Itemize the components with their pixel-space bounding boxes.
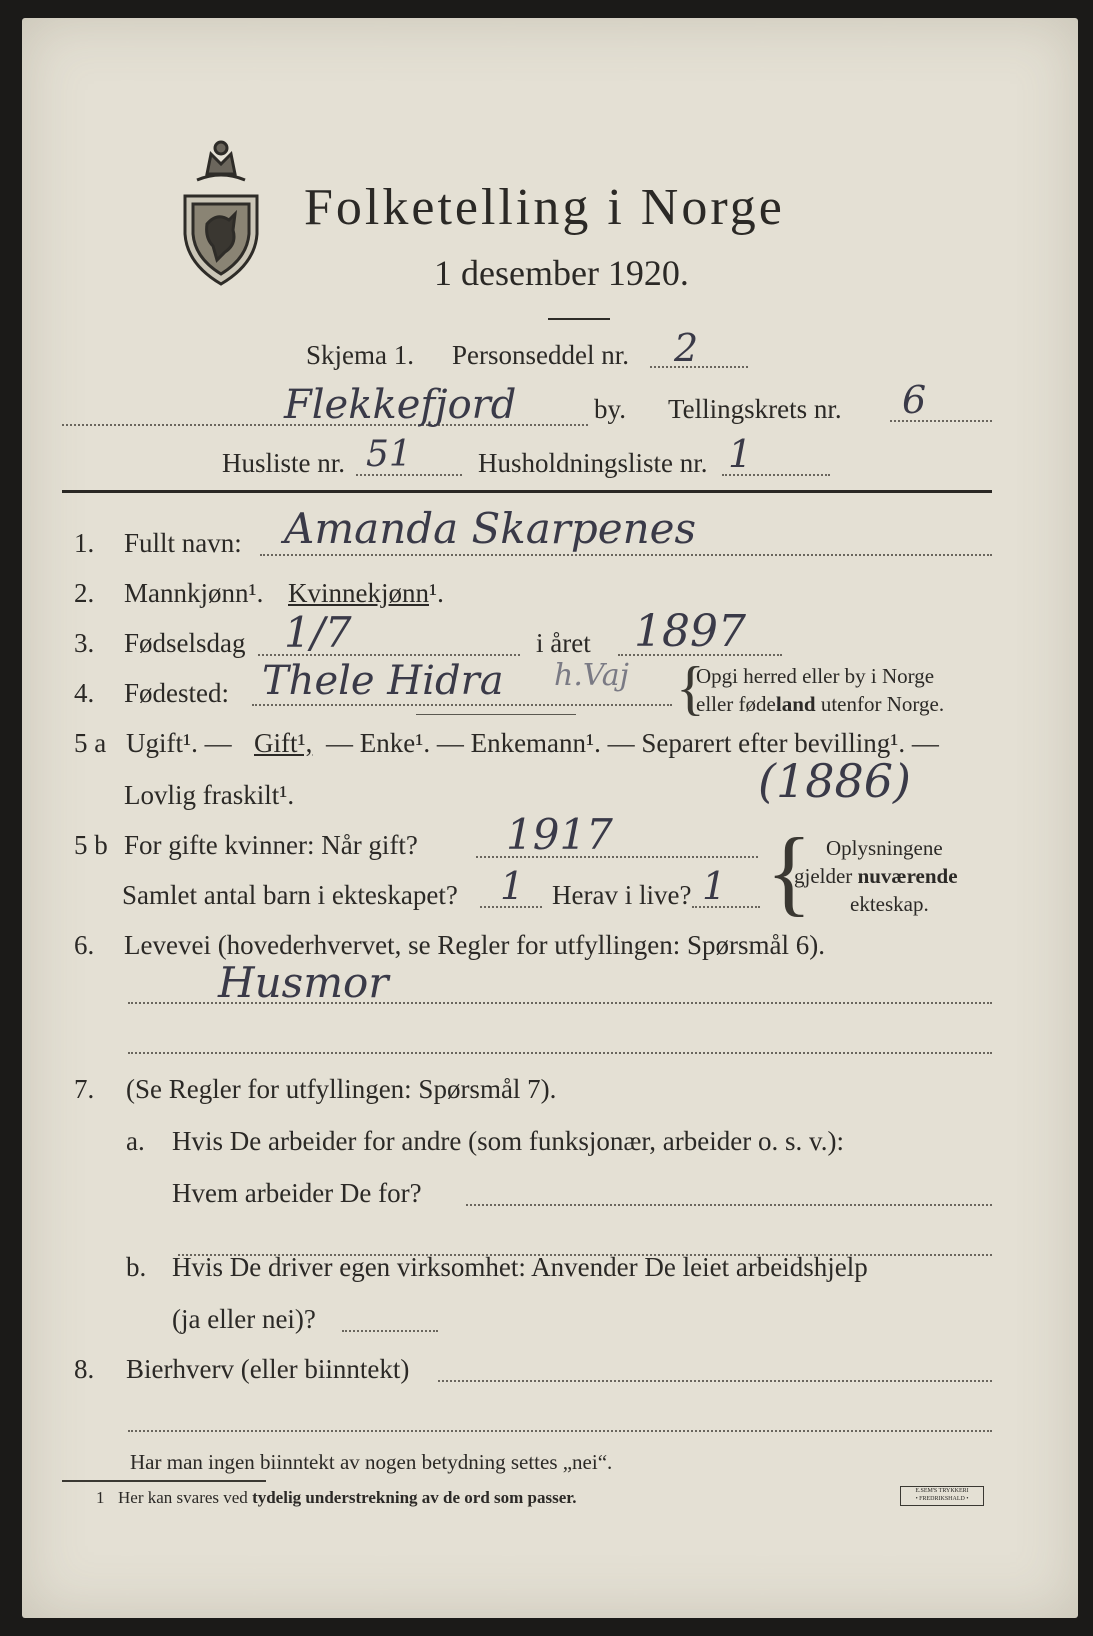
q3-day-value: 1/7 [284,608,352,657]
by-label: by. [594,394,626,424]
q7a-answer-line1 [466,1204,992,1206]
tellingskrets-value: 6 [902,378,927,422]
q4-note-line1: Opgi herred eller by i Norge [696,664,935,688]
husholdning-value: 1 [728,432,753,476]
city-value: Flekkefjord [284,382,517,428]
q7b-answer-line [342,1330,438,1332]
personseddel-label: Personseddel nr. [452,340,629,370]
skjema-label: Skjema 1. [306,340,414,370]
printer-line2: • FREDRIKSHALD • [915,1496,969,1502]
q7a-letter: a. [126,1126,145,1156]
q8-answer-line2 [128,1430,992,1432]
husliste-label: Husliste nr. [222,448,346,478]
q4-extra: h.Vaj [554,658,629,693]
q1-line [260,554,992,556]
q7b-line2: (ja eller nei)? [172,1304,316,1334]
q1-label: Fullt navn: [124,528,242,558]
footnote-text-a: Her kan svares ved [118,1488,253,1507]
title-rule [548,318,610,320]
q7-number: 7. [74,1074,95,1104]
q5a-annotation: (1886) [758,754,911,808]
q5a-line2: Lovlig fraskilt¹. [124,780,295,810]
tellingskrets-label: Tellingskrets nr. [668,394,842,424]
q6-value: Husmor [218,958,389,1007]
form-title: Folketelling i Norge [304,179,785,236]
personseddel-line [650,366,748,368]
q4-brace: { [676,655,705,721]
q5b-note2-a: gjelder [794,864,858,888]
q7b-line1: Hvis De driver egen virksomhet: Anvender De leiet arbeidshjelp [172,1252,868,1282]
q5b-barn-label: Samlet antal barn i ekteskapet? [122,880,458,910]
printer-line1: E.SEM'S TRYKKERI [915,1488,969,1494]
q1-number: 1. [74,528,95,558]
q5a-ugift: Ugift¹. — [126,728,232,758]
q1-value: Amanda Skarpenes [284,504,697,553]
q2-female-sup: ¹. [429,578,444,608]
husholdning-label: Husholdningsliste nr. [478,448,708,478]
q5b-note2-b: nuværende [857,864,958,888]
q4-note2-a: eller føde [696,692,776,716]
census-form [22,18,1078,1618]
q2-female [288,578,444,609]
q3-year-label: i året [536,628,591,658]
q3-label: Fødselsdag [124,628,246,658]
q5b-gift-value: 1917 [506,810,613,859]
q4-number: 4. [74,678,95,708]
q2-female-underlined: Kvinnekjønn [288,578,429,608]
printer-stamp [900,1486,984,1506]
q4-note2-c: utenfor Norge. [815,692,945,716]
q5a-number: 5 a [74,728,107,758]
q5b-label: For gifte kvinner: Når gift? [124,830,418,860]
q8-number: 8. [74,1354,95,1384]
q5b-live-value: 1 [702,864,727,908]
q6-line2 [128,1052,992,1054]
form-date: 1 desember 1920. [434,253,689,293]
q7a-line1: Hvis De arbeider for andre (som funksjonær, arbeider o. s. v.): [172,1126,844,1156]
q4-line [252,704,672,706]
q8-answer-line1 [438,1380,992,1382]
husliste-value: 51 [366,434,412,475]
q5b-note-line2 [794,864,958,889]
footnote-rule [62,1480,266,1482]
q2-number: 2. [74,578,95,608]
q4-note-line2 [696,692,944,717]
q5a-gift: Gift¹, [254,728,313,758]
footnote-text [118,1488,577,1508]
q4-note2-b: land [775,692,816,716]
norway-coat-of-arms [177,134,265,289]
q6-label: Levevei (hovederhvervet, se Regler for utfyllingen: Spørsmål 6). [124,930,826,960]
section-divider [62,490,992,493]
q6-number: 6. [74,930,95,960]
q5b-number: 5 b [74,830,108,860]
q7-label: (Se Regler for utfyllingen: Spørsmål 7). [126,1074,557,1104]
q4-value: Thele Hidra [262,658,504,704]
q4-underline [416,714,576,715]
q5a-rest: — Enke¹. — Enkemann¹. — Separert efter bevilling¹. — [326,728,939,758]
q3-year-value: 1897 [634,606,746,657]
footnote-number: 1 [96,1488,105,1507]
q5b-barn-value: 1 [500,864,525,908]
q7a-line2: Hvem arbeider De for? [172,1178,422,1208]
q5b-brace: { [766,818,813,925]
q4-label: Fødested: [124,678,229,708]
q5b-note-line1: Oplysningene [826,836,943,860]
q2-male: Mannkjønn¹. [124,578,264,608]
q5b-note-line3: ekteskap. [850,892,929,916]
q5b-live-label: Herav i live? [552,880,692,910]
q8-label: Bierhverv (eller biinntekt) [126,1354,410,1384]
footnote-text-b: tydelig understrekning av de ord som passer. [252,1488,577,1507]
q7b-letter: b. [126,1252,147,1282]
q3-number: 3. [74,628,95,658]
footer-note: Har man ingen biinntekt av nogen betydning settes „nei“. [130,1450,613,1474]
personseddel-value: 2 [674,326,699,370]
